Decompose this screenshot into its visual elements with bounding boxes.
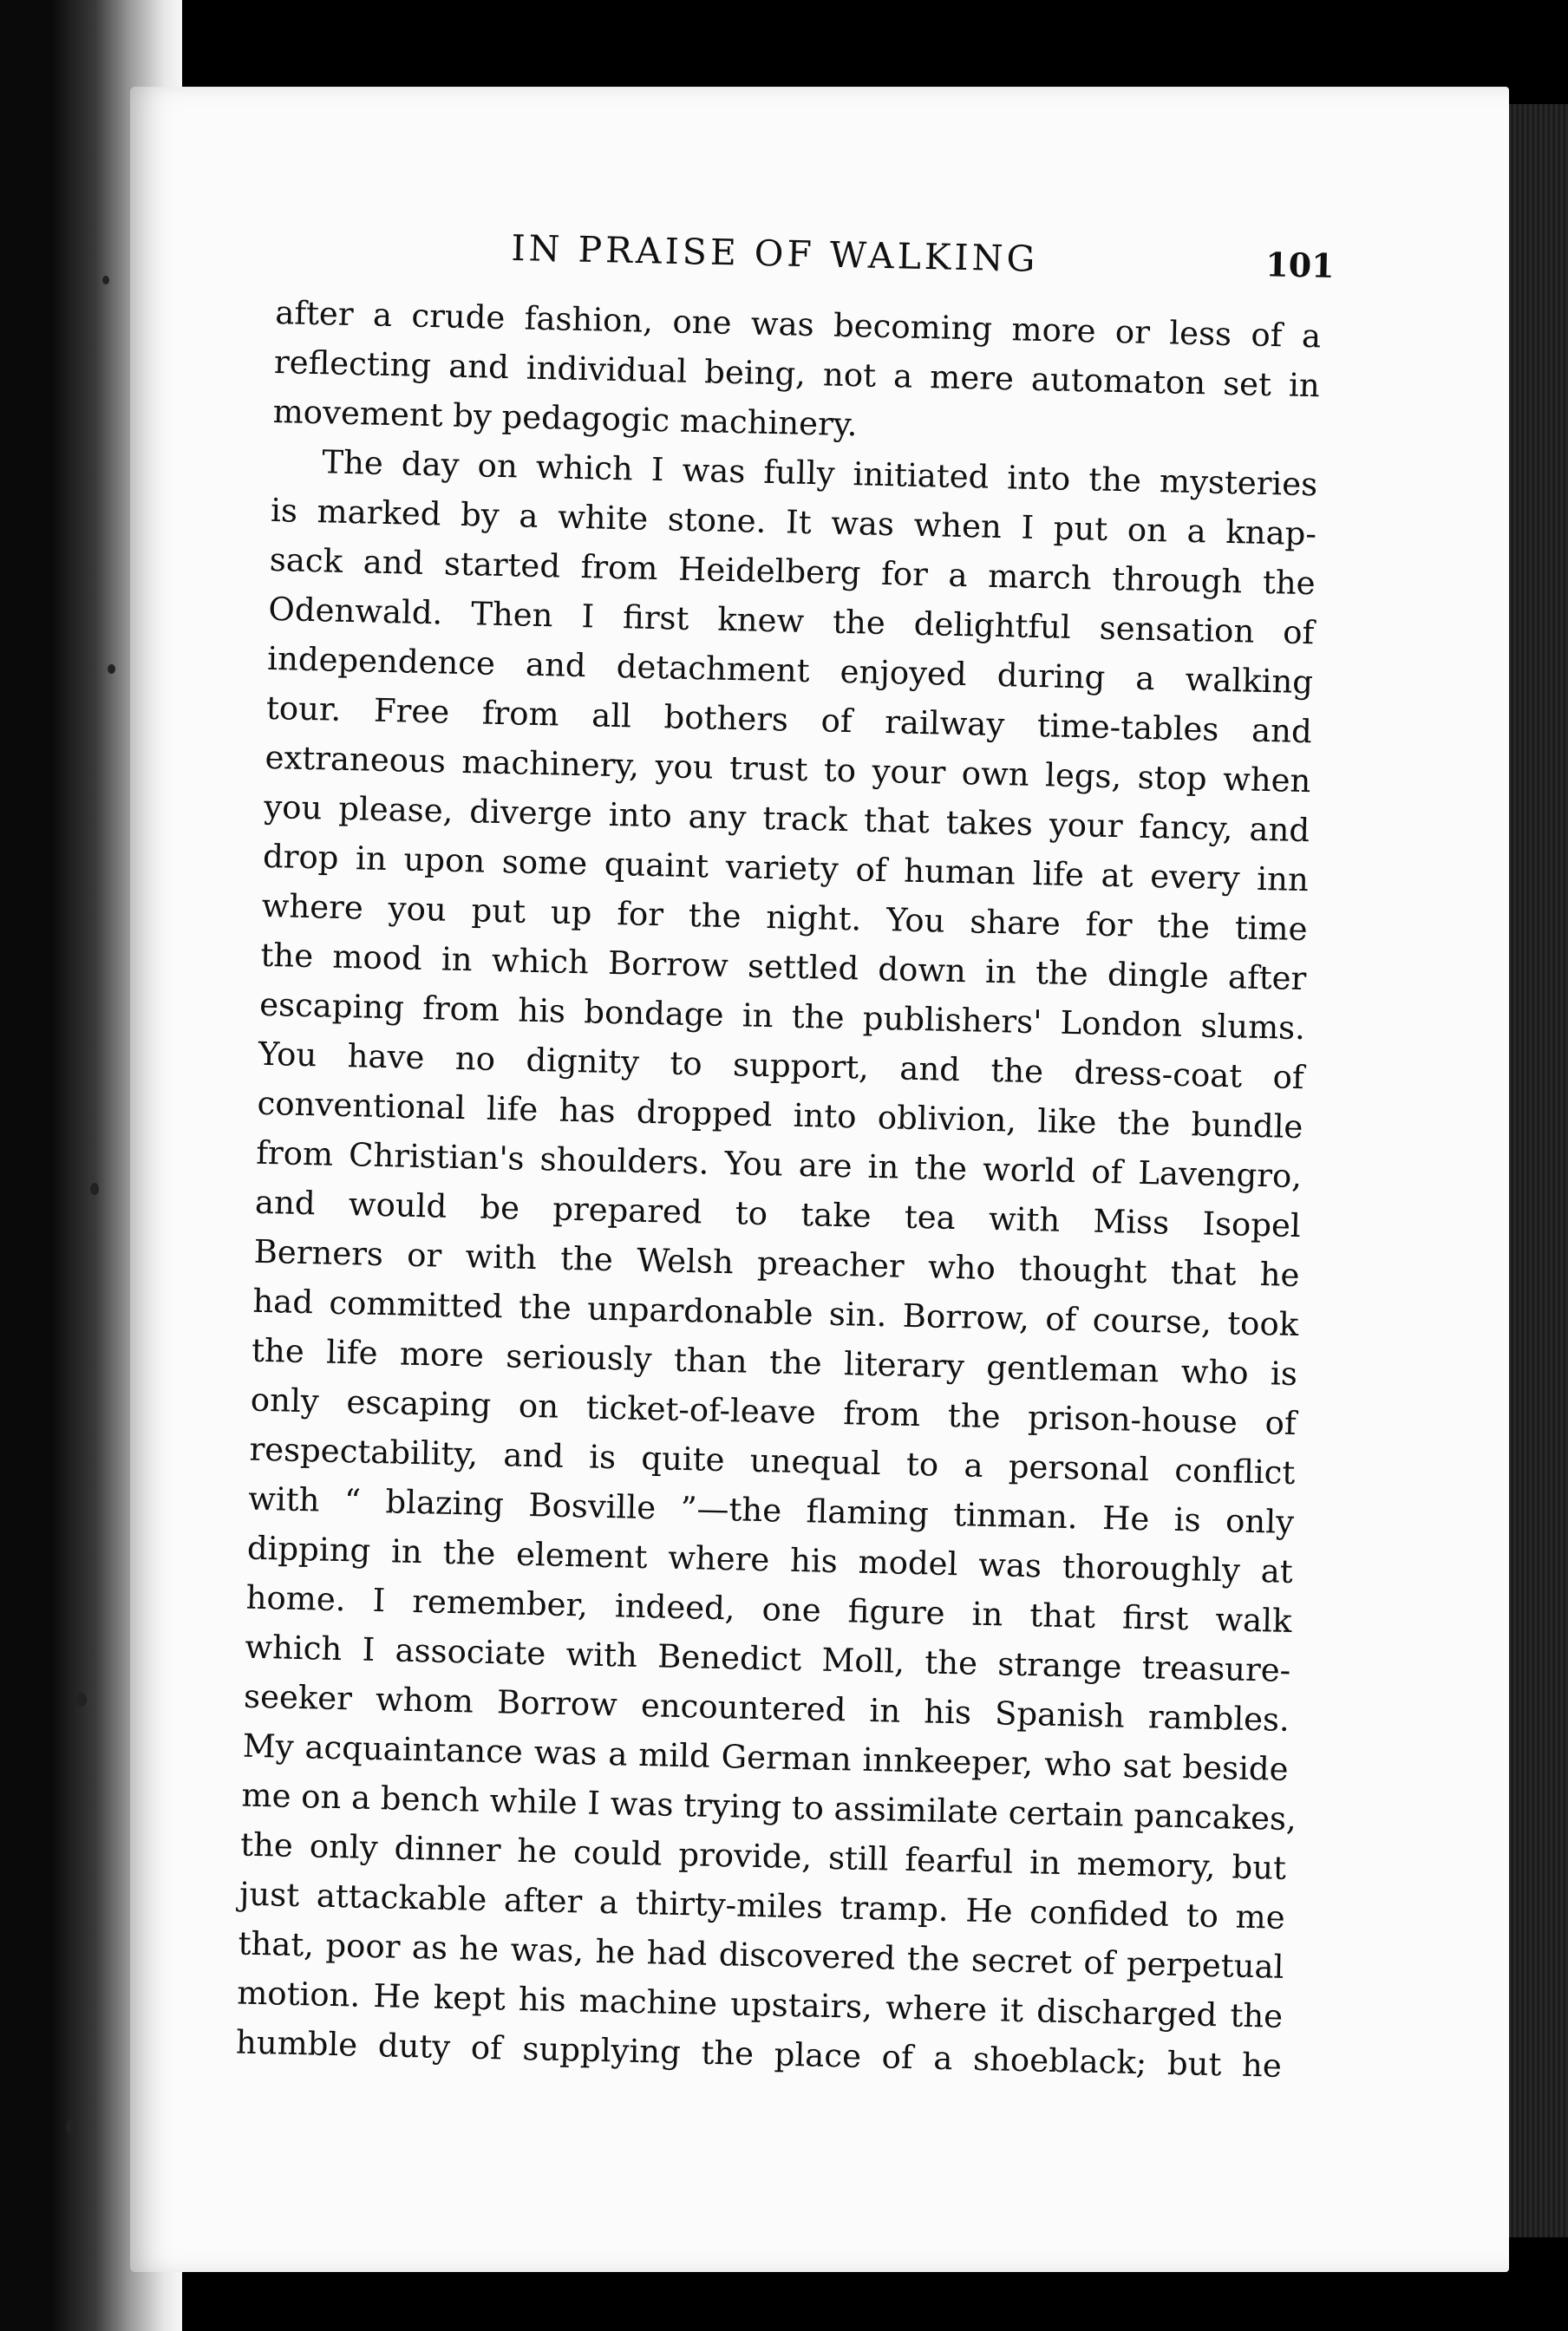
text-line: seeker whom Borrow encountered in his Spanish rambles. [243, 1677, 1290, 1739]
text-line: drop in upon some quaint variety of human life at every inn [262, 837, 1310, 899]
text-line: sack and started from Heidelberg for a march through the [269, 540, 1316, 603]
text-line: escaping from his bondage in the publishers' London slums. [258, 985, 1306, 1048]
text-line: respectability, and is quite unequal to a personal conflict [249, 1430, 1296, 1492]
text-line: home. I remember, indeed, one figure in that first walk [245, 1578, 1292, 1640]
text-line: which I associate with Benedict Moll, the strange treasure- [244, 1628, 1291, 1689]
text-line: is marked by a white stone. It was when I put on a knap- [270, 491, 1317, 553]
text-line: after a crude fashion, one was becoming more or less of a [274, 293, 1322, 356]
binding-mark [76, 1693, 87, 1707]
text-line: My acquaintance was a mild German innkeeper, who sat beside [242, 1727, 1290, 1788]
text-line: the life more seriously than the literary gentleman who is [251, 1331, 1298, 1394]
running-head: IN PRAISE OF WALKING [510, 227, 1039, 280]
binding-mark [66, 2119, 76, 2135]
text-line: You have no dignity to support, and the dress-coat of [258, 1035, 1305, 1097]
text-line: from Christian's shoulders. You are in the world of Lavengro, [255, 1133, 1303, 1196]
text-line: independence and detachment enjoyed during a walking [266, 639, 1314, 702]
page-number: 101 [1264, 245, 1336, 285]
text-line: that, poor as he was, he had discovered the secret of perpetual [238, 1924, 1284, 1986]
text-line: conventional life has dropped into oblivion, like the bundle [257, 1084, 1303, 1146]
text-line: motion. He kept his machine upstairs, where it discharged the [236, 1974, 1284, 2035]
text-line: Odenwald. Then I first knew the delightful sensation of [268, 590, 1315, 652]
text-line: you please, diverge into any track that takes your fancy, and [263, 787, 1310, 850]
text-line: reflecting and individual being, not a mere automaton set in [273, 343, 1321, 405]
text-line: extraneous machinery, you trust to your own legs, stop when [265, 738, 1311, 800]
body-text [235, 288, 1321, 2091]
text-line: humble duty of supplying the place of a shoeblack; but he [235, 2023, 1283, 2085]
binding-mark [90, 1183, 99, 1195]
binding-mark [102, 276, 109, 284]
text-line: me on a bench while I was trying to assimilate certain pancakes, [241, 1776, 1297, 1838]
text-line: and would be prepared to take tea with Miss Isopel [254, 1183, 1302, 1245]
text-line: dipping in the element where his model was thoroughly at [246, 1529, 1294, 1590]
text-line: just attackable after a thirty-miles tramp. He confided to me [238, 1875, 1286, 1936]
text-line: the mood in which Borrow settled down in the dingle after [260, 936, 1307, 998]
text-line: the only dinner he could provide, still fearful in memory, but [239, 1825, 1287, 1887]
page-edges [1507, 104, 1568, 2237]
binding-mark [108, 664, 115, 674]
text-line: The day on which I was fully initiated into the mysteries [321, 443, 1318, 504]
text-line: with “ blazing Bosville ”—the flaming tinman. He is only [247, 1479, 1295, 1541]
text-line: tour. Free from all bothers of railway time-tables and [265, 689, 1313, 751]
text-line: movement by pedagogic machinery. [272, 392, 859, 444]
text-line: only escaping on ticket-of-leave from the prison-house of [250, 1381, 1297, 1443]
text-line: had committed the unpardonable sin. Borrow, of course, took [252, 1282, 1299, 1344]
text-line: Berners or with the Welsh preacher who thought that he [253, 1232, 1300, 1295]
text-line: where you put up for the night. You share for the time [261, 886, 1309, 949]
